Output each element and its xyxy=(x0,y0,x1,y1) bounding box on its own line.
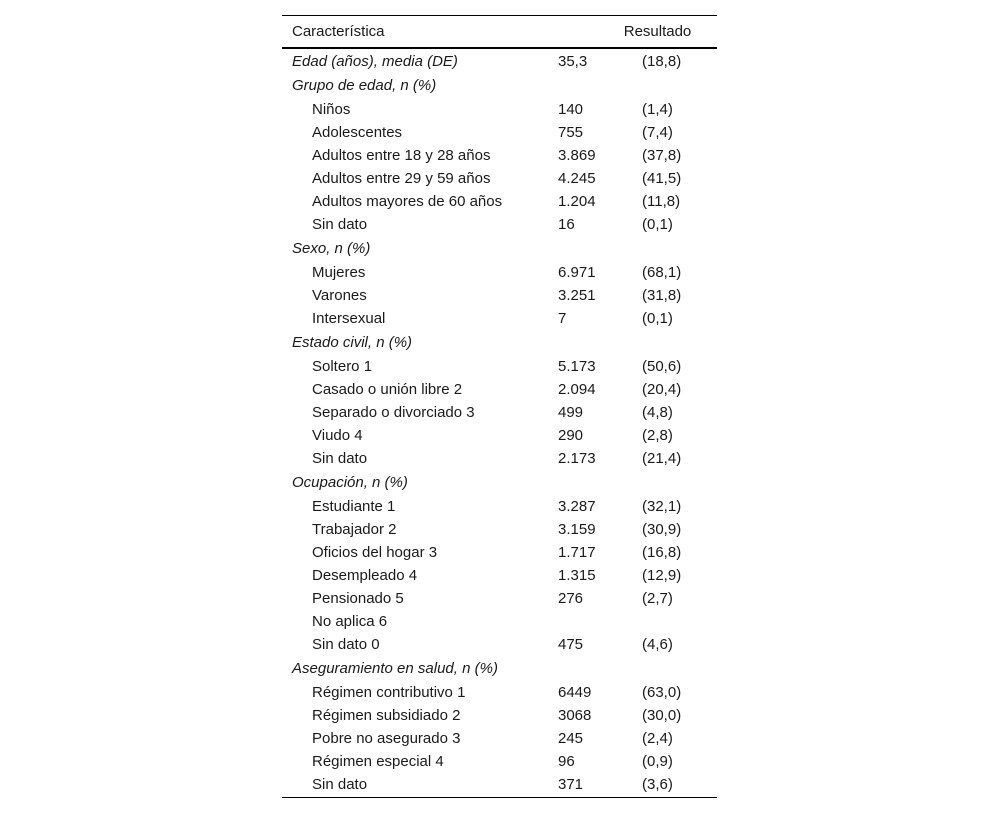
row-percentage xyxy=(632,236,717,261)
header-row xyxy=(282,16,717,49)
row-percentage: (2,7) xyxy=(642,590,673,607)
row-value: 755 xyxy=(558,124,584,141)
table-row xyxy=(282,541,717,564)
section-label: Sexo, n (%) xyxy=(292,240,371,257)
row-percentage: (1,4) xyxy=(642,101,673,118)
row-percentage xyxy=(632,73,717,98)
table-row xyxy=(282,495,717,518)
row-value: 499 xyxy=(558,404,584,421)
header-characteristic: Característica xyxy=(292,23,385,40)
characteristics-table-container xyxy=(282,15,717,798)
table-row xyxy=(282,564,717,587)
row-label: Oficios del hogar 3 xyxy=(312,544,438,561)
row-label: Separado o divorciado 3 xyxy=(312,404,475,421)
row-percentage: (37,8) xyxy=(642,147,682,164)
table-row xyxy=(282,424,717,447)
table-row xyxy=(282,98,717,121)
row-percentage: (2,4) xyxy=(642,730,673,747)
row-percentage: (30,0) xyxy=(642,707,682,724)
row-value xyxy=(548,610,632,633)
row-value: 276 xyxy=(558,590,584,607)
table-row xyxy=(282,167,717,190)
row-percentage: (30,9) xyxy=(642,521,682,538)
table-header xyxy=(282,16,717,49)
row-label: Pobre no asegurado 3 xyxy=(312,730,461,747)
row-percentage: (3,6) xyxy=(642,776,673,794)
row-label: Sin dato xyxy=(312,216,368,233)
table-row xyxy=(282,307,717,330)
table-row xyxy=(282,401,717,424)
row-value: 2.094 xyxy=(558,381,596,398)
section-row xyxy=(282,73,717,98)
row-percentage: (4,8) xyxy=(642,404,673,421)
row-value xyxy=(548,236,632,261)
row-percentage: (68,1) xyxy=(642,264,682,281)
table-row xyxy=(282,355,717,378)
row-value: 35,3 xyxy=(558,52,588,70)
row-percentage: (63,0) xyxy=(642,684,682,701)
table-row xyxy=(282,610,717,633)
table-row xyxy=(282,378,717,401)
row-value: 5.173 xyxy=(558,358,596,375)
row-value: 3.159 xyxy=(558,521,596,538)
row-value: 3.251 xyxy=(558,287,596,304)
row-label: Desempleado 4 xyxy=(312,567,418,584)
row-value: 290 xyxy=(558,427,584,444)
row-label: Trabajador 2 xyxy=(312,521,397,538)
section-label: Edad (años), media (DE) xyxy=(292,52,458,70)
section-row xyxy=(282,48,717,73)
row-label: Intersexual xyxy=(312,310,386,327)
table-row xyxy=(282,681,717,704)
table-row xyxy=(282,284,717,307)
table-row xyxy=(282,704,717,727)
row-value: 3.287 xyxy=(558,498,596,515)
row-percentage: (41,5) xyxy=(642,170,682,187)
row-label: Varones xyxy=(312,287,367,304)
table-row xyxy=(282,518,717,541)
row-value xyxy=(548,656,632,681)
row-percentage: (11,8) xyxy=(642,193,681,210)
table-row xyxy=(282,587,717,610)
table-body xyxy=(282,48,717,797)
row-value: 475 xyxy=(558,636,584,653)
row-percentage: (18,8) xyxy=(642,52,682,70)
header-result: Resultado xyxy=(623,23,692,40)
row-percentage: (16,8) xyxy=(642,544,682,561)
row-percentage: (32,1) xyxy=(642,498,682,515)
row-label: Régimen subsidiado 2 xyxy=(312,707,461,724)
row-percentage: (7,4) xyxy=(642,124,673,141)
row-percentage: (2,8) xyxy=(642,427,673,444)
row-value: 1.717 xyxy=(558,544,596,561)
row-value xyxy=(548,73,632,98)
row-value: 1.315 xyxy=(558,567,596,584)
row-percentage: (50,6) xyxy=(642,358,682,375)
row-label: Adultos entre 29 y 59 años xyxy=(312,170,491,187)
row-label: Sin dato xyxy=(312,776,368,794)
row-percentage: (21,4) xyxy=(642,450,682,467)
row-percentage xyxy=(632,656,717,681)
row-percentage: (20,4) xyxy=(642,381,682,398)
row-value: 7 xyxy=(558,310,567,327)
table-row xyxy=(282,213,717,236)
row-label: Régimen especial 4 xyxy=(312,753,444,770)
row-value: 6.971 xyxy=(558,264,596,281)
row-label: Sin dato xyxy=(312,450,368,467)
row-label: Pensionado 5 xyxy=(312,590,404,607)
characteristics-table xyxy=(282,15,717,798)
row-percentage xyxy=(632,610,717,633)
table-row xyxy=(282,727,717,750)
row-value xyxy=(548,470,632,495)
row-percentage: (12,9) xyxy=(642,567,682,584)
section-row xyxy=(282,330,717,355)
row-value: 245 xyxy=(558,730,584,747)
row-label: Adultos entre 18 y 28 años xyxy=(312,147,491,164)
row-value: 1.204 xyxy=(558,193,596,210)
table-row xyxy=(282,750,717,773)
row-label: Sin dato 0 xyxy=(312,636,380,653)
table-row xyxy=(282,633,717,656)
row-label: Adolescentes xyxy=(312,124,403,141)
section-row xyxy=(282,236,717,261)
row-percentage: (0,1) xyxy=(642,216,673,233)
table-row xyxy=(282,121,717,144)
table-row xyxy=(282,447,717,470)
section-row xyxy=(282,470,717,495)
row-percentage: (31,8) xyxy=(642,287,682,304)
row-value: 4.245 xyxy=(558,170,596,187)
row-value xyxy=(548,330,632,355)
row-value: 6449 xyxy=(558,684,592,701)
row-label: Régimen contributivo 1 xyxy=(312,684,466,701)
row-percentage: (4,6) xyxy=(642,636,673,653)
row-label: No aplica 6 xyxy=(312,613,388,630)
row-label: Adultos mayores de 60 años xyxy=(312,193,503,210)
section-label: Ocupación, n (%) xyxy=(292,474,408,491)
row-value: 2.173 xyxy=(558,450,596,467)
row-value: 16 xyxy=(558,216,575,233)
row-label: Mujeres xyxy=(312,264,366,281)
section-row xyxy=(282,656,717,681)
row-value: 3.869 xyxy=(558,147,596,164)
row-label: Casado o unión libre 2 xyxy=(312,381,463,398)
section-label: Aseguramiento en salud, n (%) xyxy=(292,660,498,677)
row-label: Estudiante 1 xyxy=(312,498,396,515)
section-label: Estado civil, n (%) xyxy=(292,334,413,351)
row-percentage xyxy=(632,330,717,355)
table-row xyxy=(282,190,717,213)
table-row xyxy=(282,144,717,167)
row-percentage: (0,1) xyxy=(642,310,673,327)
table-row xyxy=(282,773,717,797)
row-percentage: (0,9) xyxy=(642,753,673,770)
row-value: 371 xyxy=(558,776,584,794)
row-label: Viudo 4 xyxy=(312,427,363,444)
row-percentage xyxy=(632,470,717,495)
row-label: Soltero 1 xyxy=(312,358,373,375)
row-value: 3068 xyxy=(558,707,592,724)
row-value: 140 xyxy=(558,101,584,118)
row-value: 96 xyxy=(558,753,575,770)
table-row xyxy=(282,261,717,284)
row-label: Niños xyxy=(312,101,351,118)
section-label: Grupo de edad, n (%) xyxy=(292,77,437,94)
